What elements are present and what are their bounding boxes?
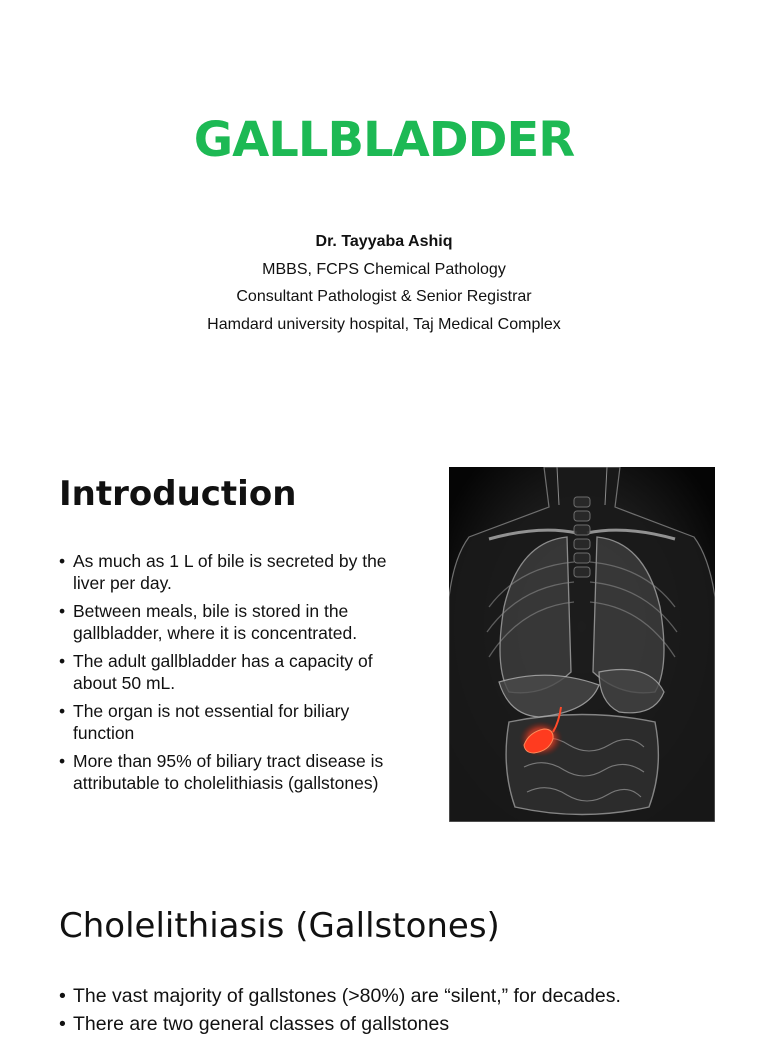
cholelithiasis-heading: Cholelithiasis (Gallstones) — [59, 906, 500, 946]
torso-xray-graphic — [449, 467, 715, 822]
author-position: Consultant Pathologist & Senior Registrar — [236, 288, 532, 305]
author-name: Dr. Tayyaba Ashiq — [315, 233, 453, 250]
cholelithiasis-list — [59, 982, 739, 1038]
list-item: • The adult gallbladder has a capacity of about 50 mL. — [59, 650, 389, 694]
list-item: • The vast majority of gallstones (>80%) are “silent,” for decades. — [59, 982, 739, 1010]
list-item: • The organ is not essential for biliary function — [59, 700, 389, 744]
introduction-list — [59, 550, 389, 800]
author-degrees: MBBS, FCPS Chemical Pathology — [262, 260, 506, 278]
list-item: • More than 95% of biliary tract disease is attributable to cholelithiasis (gallstones) — [59, 750, 389, 794]
introduction-heading: Introduction — [59, 474, 297, 514]
list-item: • Between meals, bile is stored in the gallbladder, where it is concentrated. — [59, 600, 389, 644]
list-item: • There are two general classes of gallstones — [59, 1010, 739, 1038]
list-item: • As much as 1 L of bile is secreted by the liver per day. — [59, 550, 389, 594]
document-title: GALLBLADDER — [193, 112, 575, 168]
author-institution: Hamdard university hospital, Taj Medical Complex — [207, 315, 561, 333]
anatomy-illustration — [449, 467, 715, 822]
author-block — [0, 228, 768, 338]
